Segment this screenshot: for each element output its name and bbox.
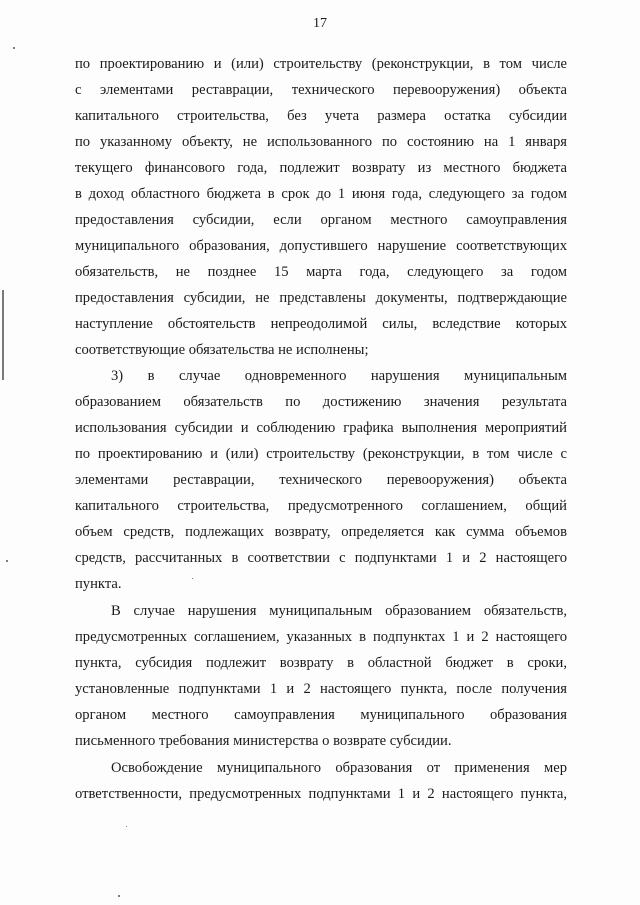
text-line: в доход областного бюджета в срок до 1 июня года, следующего за годом — [75, 186, 567, 202]
text-line: капитального строительства, предусмотренного соглашением, общий — [75, 498, 567, 514]
text-line: установленные подпунктами 1 и 2 настоящего пункта, после получения — [75, 681, 567, 697]
text-line: предусмотренных соглашением, указанных в подпунктах 1 и 2 настоящего — [75, 629, 567, 645]
text-line: В случае нарушения муниципальным образованием обязательств, — [111, 603, 567, 619]
text-line: предоставления субсидии, не представлены документы, подтверждающие — [75, 290, 567, 306]
text-line: письменного требования министерства о возврате субсидии. — [75, 733, 452, 749]
text-line: средств, рассчитанных в соответствии с подпунктами 1 и 2 настоящего — [75, 550, 567, 566]
text-line: по проектированию и (или) строительству (реконструкции, в том числе — [75, 56, 567, 72]
text-line: органом местного самоуправления муниципального образования — [75, 707, 567, 723]
text-line: использования субсидии и соблюдению графика выполнения мероприятий — [75, 420, 567, 436]
text-line: капитального строительства, без учета размера остатка субсидии — [75, 108, 567, 124]
text-line: по указанному объекту, не использованного по состоянию на 1 января — [75, 134, 567, 150]
text-line: наступление обстоятельств непреодолимой силы, вследствие которых — [75, 316, 567, 332]
text-line: с элементами реставрации, технического перевооружения) объекта — [75, 82, 567, 98]
text-line: ответственности, предусмотренных подпунктами 1 и 2 настоящего пункта, — [75, 786, 567, 802]
text-line: образованием обязательств по достижению значения результата — [75, 394, 567, 410]
scan-speck — [118, 895, 120, 897]
scan-speck — [192, 578, 193, 579]
scan-speck — [126, 826, 127, 827]
text-line: обязательств, не позднее 15 марта года, следующего за годом — [75, 264, 567, 280]
scan-speck — [13, 47, 15, 49]
page-number: 17 — [313, 16, 327, 31]
text-line: объем средств, подлежащих возврату, определяется как сумма объемов — [75, 524, 567, 540]
text-line: соответствующие обязательства не исполнены; — [75, 342, 369, 358]
text-line: Освобождение муниципального образования от применения мер — [111, 760, 567, 776]
text-line: предоставления субсидии, если органом местного самоуправления — [75, 212, 567, 228]
text-line: по проектированию и (или) строительству (реконструкции, в том числе с — [75, 446, 567, 462]
text-line: пункта. — [75, 576, 122, 592]
scan-edge-mark — [2, 290, 4, 380]
text-line: пункта, субсидия подлежит возврату в областной бюджет в сроки, — [75, 655, 567, 671]
text-line: муниципального образования, допустившего нарушение соответствующих — [75, 238, 567, 254]
text-line: текущего финансового года, подлежит возврату из местного бюджета — [75, 160, 567, 176]
text-line: 3) в случае одновременного нарушения муниципальным — [111, 368, 567, 384]
text-line: элементами реставрации, технического перевооружения) объекта — [75, 472, 567, 488]
scan-speck — [6, 560, 8, 562]
